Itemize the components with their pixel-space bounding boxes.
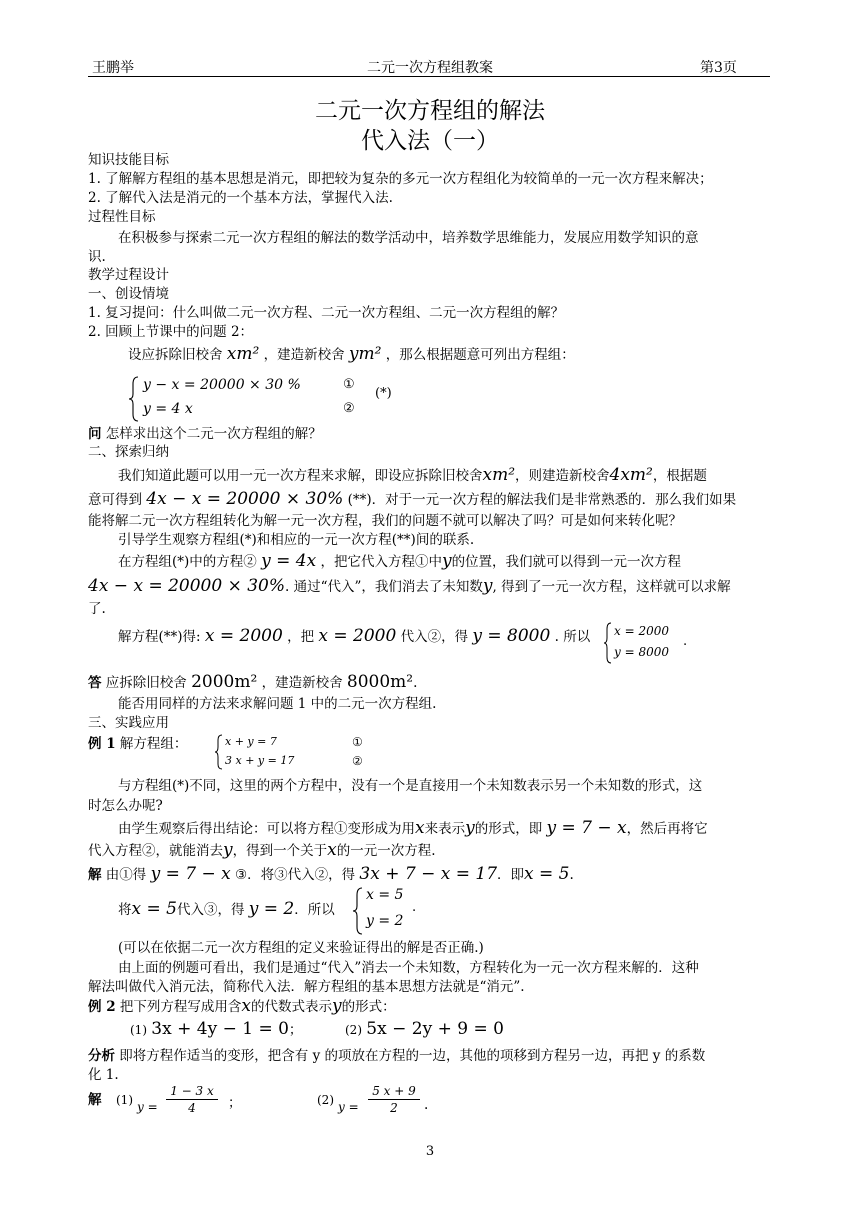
example-2-equation-2 xyxy=(345,1019,504,1040)
explore-l1e: ，根据题 xyxy=(652,468,707,484)
fraction-2 xyxy=(368,1084,420,1115)
page-subtitle: 代入法（一） xyxy=(361,128,499,154)
explore-l1b: xm² xyxy=(482,465,516,485)
example-2-line xyxy=(88,996,396,1017)
explore-l5e: 的位置，我们就可以得到一元一次方程 xyxy=(451,554,682,570)
setup-var-y: ym² xyxy=(348,344,382,364)
header-author: 王鹏举 xyxy=(92,60,134,76)
fraction-2-label: (2) xyxy=(317,1093,334,1107)
explore-l5d: y xyxy=(441,551,452,571)
explore-l8g: . 所以 xyxy=(554,629,591,645)
example-1-eq2: 3 x + y = 17 xyxy=(225,754,295,767)
header-doc-title: 二元一次方程组教案 xyxy=(367,60,493,76)
conclusion-line-1: 由上面的例题可看出，我们是通过“代入”消去一个未知数，方程转化为一元一次方程来解的．这种 xyxy=(118,960,699,976)
system-1-brace xyxy=(128,376,140,422)
design-heading: 教学过程设计 xyxy=(88,267,169,283)
explore-line-2 xyxy=(88,489,736,510)
solution-1-brace xyxy=(603,622,613,664)
question-label: 问 xyxy=(88,426,102,442)
analysis-text-1: 即将方程作适当的变形，把含有 y 的项放在方程的一边，其他的项移到方程另一边，再把 y 的系数 xyxy=(119,1048,706,1064)
answer-label: 答 xyxy=(88,675,102,691)
practice-text-4 xyxy=(88,840,436,861)
fraction-1-end: ； xyxy=(228,1095,242,1111)
example-1-text: 解方程组： xyxy=(119,736,188,752)
analysis-label: 分析 xyxy=(88,1048,115,1064)
practice-t3c: 来表示 xyxy=(424,821,466,837)
system-1-eq2: y = 4 x xyxy=(143,401,193,417)
example-1-solution-line xyxy=(88,864,574,885)
section-1-heading: 一、创设情境 xyxy=(88,286,169,302)
example-1-label: 例 1 xyxy=(88,736,116,752)
question-text: 怎样求出这个二元一次方程组的解？ xyxy=(105,426,322,442)
setup-text-b: ，建造新校舍 xyxy=(263,347,345,363)
practice-t4d: x xyxy=(327,840,337,860)
goals-heading-process: 过程性目标 xyxy=(88,209,156,225)
system-1-eq1: y − x = 20000 × 30 % xyxy=(143,377,301,393)
example-1-eq1: x + y = 7 xyxy=(225,735,277,748)
example-2-eq1: 3x + 4y − 1 = 0 xyxy=(151,1019,289,1039)
practice-t4b: y xyxy=(223,840,233,860)
example-2-a: 把下列方程写成用含 xyxy=(119,999,242,1015)
explore-l5a: 在方程组(*)中的方程② xyxy=(118,554,257,570)
analysis-line-2: 化 1. xyxy=(88,1067,119,1083)
explore-l5b: y = 4x xyxy=(261,551,317,571)
solution-s1d: 3x + 7 − x = 17 xyxy=(359,864,498,884)
explore-l8d: x = 2000 xyxy=(318,626,397,646)
explore-l5c: ，把它代入方程①中 xyxy=(320,554,442,570)
setup-var-x: xm² xyxy=(226,344,260,364)
solution-s1b: y = 7 − x xyxy=(150,864,231,884)
example-2-d: y xyxy=(331,996,342,1016)
example-1-num1: ① xyxy=(352,735,363,749)
practice-t4a: 代入方程②，就能消去 xyxy=(88,843,223,859)
solution-1-x: x = 2000 xyxy=(614,624,669,638)
practice-text-3 xyxy=(118,818,708,839)
explore-l1d: 4xm² xyxy=(609,465,653,485)
process-goal-line2: 识. xyxy=(88,249,106,265)
example-2-e: 的形式： xyxy=(341,999,396,1015)
page-number: 3 xyxy=(425,1144,435,1159)
fraction-1-numerator: 1 − 3 x xyxy=(170,1084,214,1098)
goal-1: 1. 了解解方程组的基本思想是消元，即把较为复杂的多元一次方程组化为较简单的一元一次方程来解决； xyxy=(88,171,713,187)
explore-l6c: y xyxy=(482,576,493,596)
answer-value-2: 8000m² xyxy=(346,672,414,692)
setup-text-c: ，那么根据题意可列出方程组： xyxy=(385,347,575,363)
explore-l2c: (**)．对于一元一次方程的解法我们是非常熟悉的．那么我们如果 xyxy=(347,492,737,508)
solution-s2e: ．所以 xyxy=(294,902,335,918)
example-1-substitution-line xyxy=(118,899,335,920)
fraction-2-lhs: y = xyxy=(338,1100,359,1114)
practice-t3g: ，然后再将它 xyxy=(626,821,708,837)
explore-l8f: y = 8000 xyxy=(472,626,551,646)
solution-1-dot: . xyxy=(683,634,688,649)
explore-l1c: ，则建造新校舍 xyxy=(515,468,610,484)
fraction-2-bar xyxy=(368,1099,420,1100)
header-page-label: 第3页 xyxy=(700,60,737,76)
example-2-equation-1 xyxy=(130,1019,302,1040)
practice-text-2: 时怎么办呢? xyxy=(88,798,163,814)
practice-text-1: 与方程组(*)不同，这里的两个方程中，没有一个是直接用一个未知数表示另一个未知数的形式，这 xyxy=(118,778,703,794)
example-1-brace xyxy=(214,734,224,770)
solution-s2d: y = 2 xyxy=(248,899,295,919)
explore-line-7: 了. xyxy=(88,601,106,617)
question-line xyxy=(88,424,322,444)
explore-l6b: . 通过“代入”，我们消去了未知数 xyxy=(285,579,483,595)
explore-l6a: 4x − x = 20000 × 30% xyxy=(88,576,286,596)
solution-1-y: y = 8000 xyxy=(614,645,670,659)
explore-line-8 xyxy=(118,626,590,647)
setup-text-a: 设应拆除旧校舍 xyxy=(128,347,223,363)
example-2-eq1-label: (1) xyxy=(130,1023,147,1037)
system-1-tag: (*) xyxy=(375,386,392,401)
answer-text-b: ，建造新校舍 xyxy=(261,675,343,691)
example-2-b: x xyxy=(241,996,251,1016)
fraction-1-bar xyxy=(166,1099,218,1100)
example-2-eq1-sep: ； xyxy=(288,1022,303,1038)
fraction-2-numerator: 5 x + 9 xyxy=(372,1084,416,1098)
explore-l2b: 4x − x = 20000 × 30% xyxy=(146,489,344,509)
solution-s2b: x = 5 xyxy=(131,899,177,919)
practice-t3e: 的形式，即 xyxy=(474,821,543,837)
system-1-num1: ① xyxy=(343,377,355,392)
explore-line-6 xyxy=(88,576,731,597)
practice-t4c: ，得到一个关于 xyxy=(232,843,328,859)
example-1-num2: ② xyxy=(352,754,363,768)
analysis-line-1 xyxy=(88,1046,705,1066)
explore-line-5 xyxy=(118,551,681,572)
answer-text-a: 应拆除旧校舍 xyxy=(105,675,187,691)
solution-s1c: ③．将③代入②，得 xyxy=(235,867,356,883)
example-1-line xyxy=(88,734,187,754)
answer-followup: 能否用同样的方法来求解问题 1 中的二元一次方程组. xyxy=(118,696,437,712)
fraction-2-end: . xyxy=(424,1097,429,1113)
fraction-2-denominator: 2 xyxy=(390,1101,398,1115)
goals-heading-knowledge: 知识技能目标 xyxy=(88,152,169,168)
solution-s2a: 将 xyxy=(118,902,132,918)
section-3-heading: 三、实践应用 xyxy=(88,715,169,731)
explore-l2a: 意可得到 xyxy=(88,492,142,508)
fraction-1-denominator: 4 xyxy=(188,1101,196,1115)
explore-l1a: 我们知道此题可以用一元一次方程来求解，即设应拆除旧校舍 xyxy=(118,468,483,484)
example-2-label: 例 2 xyxy=(88,999,116,1015)
system-1-num2: ② xyxy=(343,401,355,416)
solution-2-y: y = 2 xyxy=(366,913,404,929)
answer-line xyxy=(88,672,417,693)
example-2-eq2-label: (2) xyxy=(345,1023,362,1037)
answer-value-1: 2000m² xyxy=(191,672,258,692)
explore-l8e: 代入②，得 xyxy=(400,629,469,645)
explore-l8b: x = 2000 xyxy=(204,626,283,646)
process-goal-line1: 在积极参与探索二元一次方程组的解法的数学活动中，培养数学思维能力，发展应用数学知识的意 xyxy=(118,230,699,246)
goal-2: 2. 了解代入法是消元的一个基本方法，掌握代入法. xyxy=(88,190,393,206)
answer-text-c: . xyxy=(413,675,418,691)
solution-label: 解 xyxy=(88,867,102,883)
example-2-c: 的代数式表示 xyxy=(250,999,332,1015)
solution-s1e: ．即 xyxy=(497,867,525,883)
solution-s1a: 由①得 xyxy=(105,867,147,883)
example-2-solution-label: 解 xyxy=(88,1092,102,1108)
fraction-1-label: (1) xyxy=(116,1093,133,1107)
solution-2-dot: . xyxy=(412,900,417,915)
solution-2-brace xyxy=(352,887,364,935)
solution-s1g: . xyxy=(569,867,574,883)
explore-l6d: , 得到了一元一次方程，这样就可以求解 xyxy=(492,579,731,595)
solution-2-x: x = 5 xyxy=(366,887,404,903)
verification-note: (可以在依据二元一次方程组的定义来验证得出的解是否正确.) xyxy=(118,940,484,956)
explore-line-1 xyxy=(118,465,707,486)
conclusion-line-2: 解法叫做代入消元法，简称代入法．解方程组的基本思想方法就是“消元”. xyxy=(88,979,525,995)
practice-t3d: y xyxy=(465,818,475,838)
setup-line xyxy=(128,344,575,365)
solution-s1f: x = 5 xyxy=(524,864,570,884)
solution-s2c: 代入③，得 xyxy=(176,902,245,918)
practice-t3a: 由学生观察后得出结论：可以将方程①变形成为用 xyxy=(118,821,415,837)
explore-l8a: 解方程(**)得: xyxy=(118,629,201,645)
explore-l8c: ，把 xyxy=(287,629,315,645)
fraction-1 xyxy=(166,1084,218,1115)
practice-t3b: x xyxy=(415,818,425,838)
fraction-1-lhs: y = xyxy=(137,1100,158,1114)
section-2-heading: 二、探索归纳 xyxy=(88,444,169,460)
page-title: 二元一次方程组的解法 xyxy=(315,98,545,124)
example-2-eq2: 5x − 2y + 9 = 0 xyxy=(366,1019,504,1039)
review-question-1: 1. 复习提问：什么叫做二元一次方程、二元一次方程组、二元一次方程组的解？ xyxy=(88,305,565,321)
explore-line-3: 能将解二元一次方程组转化为解一元一次方程，我们的问题不就可以解决了吗？可是如何来转化呢？ xyxy=(88,513,682,529)
practice-t4e: 的一元一次方程. xyxy=(336,843,436,859)
practice-t3f: y = 7 − x xyxy=(546,818,627,838)
review-question-2: 2. 回顾上节课中的问题 2： xyxy=(88,324,254,340)
explore-line-4: 引导学生观察方程组(*)和相应的一元一次方程(**)间的联系. xyxy=(118,532,475,548)
header-rule xyxy=(88,76,770,77)
